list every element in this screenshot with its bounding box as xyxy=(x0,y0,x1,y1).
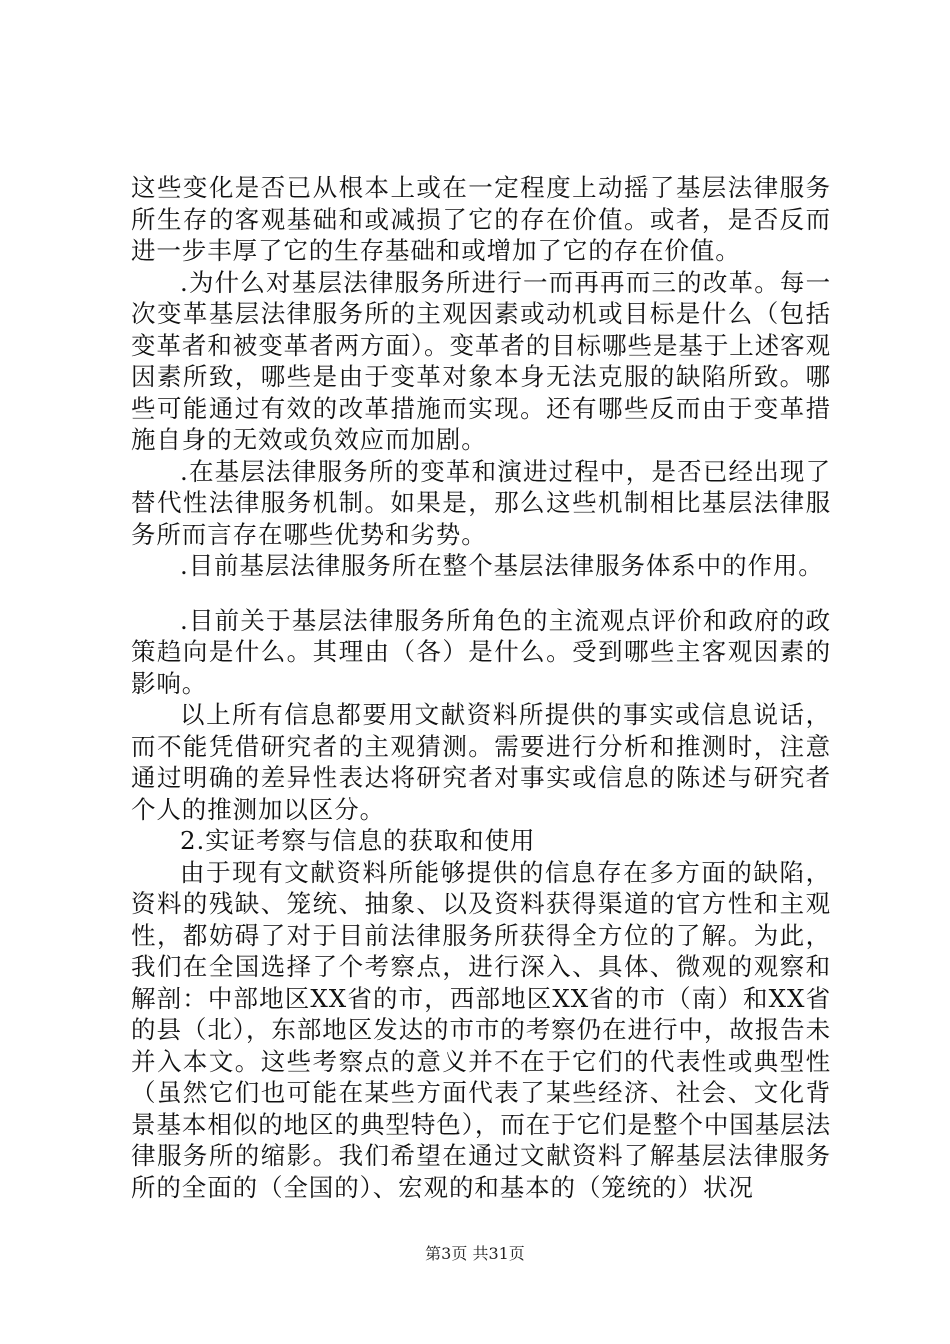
paragraph-empirical-investigation: 由于现有文献资料所能够提供的信息存在多方面的缺陷，资料的残缺、笼统、抽象、以及资料获得渠道的官方性和主观性，都妨碍了对于目前法律服务所获得全方位的了解。为此，我们在全国选择了个考察点，进行深入、具体、微观的观察和解剖：中部地区XX省的市，西部地区XX省的市（南）和XX省的县（北），东部地区发达的市市的考察仍在进行中，故报告未并入本文。这些考察点的意义并不在于它们的代表性或典型性（虽然它们也可能在某些方面代表了某些经济、社会、文化背景基本相似的地区的典型特色），而在于它们是整个中国基层法律服务所的缩影。我们希望在通过文献资料了解基层法律服务所的全面的（全国的）、宏观的和基本的（笼统的）状况 xyxy=(131,857,831,1202)
document-body xyxy=(131,172,831,1203)
paragraph-mainstream-views: .目前关于基层法律服务所角色的主流观点评价和政府的政策趋向是什么。其理由（各）是什么。受到哪些主客观因素的影响。 xyxy=(131,605,831,698)
paragraph-current-role: .目前基层法律服务所在整个基层法律服务体系中的作用。 xyxy=(180,551,824,580)
paragraph-continuation: 这些变化是否已从根本上或在一定程度上动摇了基层法律服务所生存的客观基础和或减损了它的存在价值。或者，是否反而进一步丰厚了它的生存基础和或增加了它的存在价值。 xyxy=(131,173,831,265)
page-number-footer: 第3页 共31页 xyxy=(425,1244,525,1263)
section-heading-empirical: 2.实证考察与信息的获取和使用 xyxy=(180,826,536,855)
paragraph-reform-reasons: .为什么对基层法律服务所进行一而再再而三的改革。每一次变革基层法律服务所的主观因素或动机或目标是什么（包括变革者和被变革者两方面）。变革者的目标哪些是基于上述客观因素所致，哪些是由于变革对象本身无法克服的缺陷所致。哪些可能通过有效的改革措施而实现。还有哪些反而由于变革措施自身的无效或负效应而加剧。 xyxy=(131,267,831,454)
paragraph-alternative-mechanisms: .在基层法律服务所的变革和演进过程中，是否已经出现了替代性法律服务机制。如果是，那么这些机制相比基层法律服务所而言存在哪些优势和劣势。 xyxy=(131,456,831,549)
paragraph-information-principle: 以上所有信息都要用文献资料所提供的事实或信息说话，而不能凭借研究者的主观猜测。需要进行分析和推测时，注意通过明确的差异性表达将研究者对事实或信息的陈述与研究者个人的推测加以区分。 xyxy=(131,700,831,824)
